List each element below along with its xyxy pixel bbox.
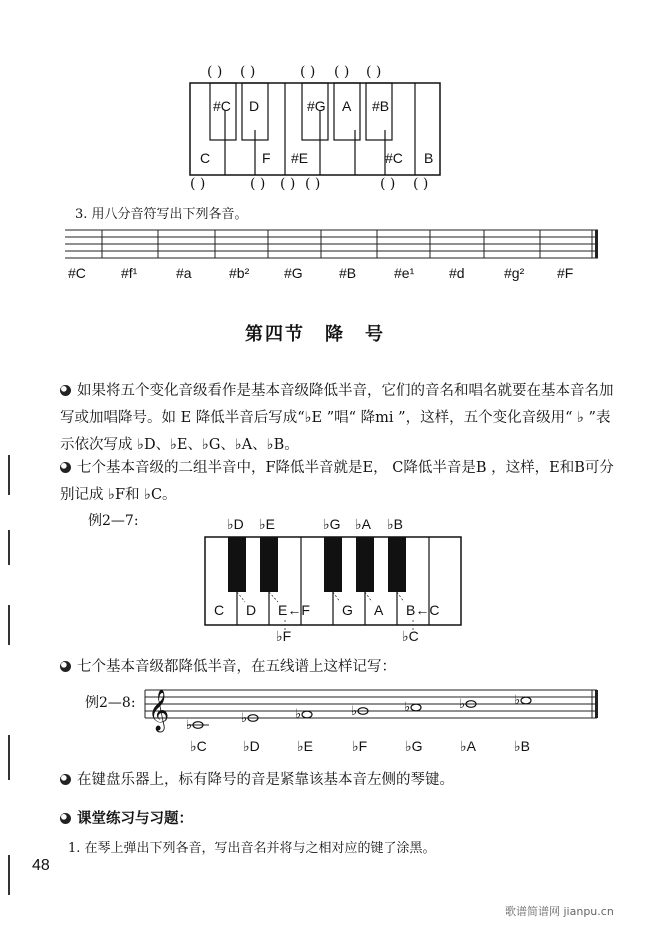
ex27-black-label-2: ♭E (259, 516, 275, 532)
ex27-arrow-label-1: E←F (278, 602, 310, 618)
kb1-white-label-5: B (424, 150, 434, 166)
ex28-note-1: ♭C (190, 738, 207, 754)
practice-item-1: 1. 在琴上弹出下列各音，写出音名并将与之相对应的键了涂黑。 (68, 841, 436, 856)
kb1-white-label-2: F (262, 150, 271, 166)
svg-text:♭: ♭ (241, 711, 248, 726)
kb1-paren-bottom-1: ( ) (190, 176, 206, 192)
ex3-note-5: #G (284, 265, 303, 281)
ex27-below-label-2: ♭C (402, 628, 419, 644)
kb1-black-label-4: A (342, 98, 352, 114)
paragraph-4-text: 在键盘乐器上，标有降号的音是紧靠该基本音左侧的琴键。 (77, 772, 454, 788)
section-title: 第四节 降 号 (245, 324, 385, 345)
paragraph-1-text: 如果将五个变化音级看作是基本音级降低半音，它们的音名和唱名就要在基本音名加写或加唱降号。如 E 降低半音后写成“♭E ”唱“ 降mi ”，这样，五个变化音级用“ ♭ ”表示依次写成 ♭D、♭E、♭G、♭A、♭B。 (60, 383, 614, 453)
kb1-white-label-1: C (200, 150, 211, 166)
ex3-note-3: #a (176, 265, 192, 281)
kb1-paren-bottom-3: ( ) (280, 176, 296, 192)
kb1-paren-bottom-4: ( ) (305, 176, 321, 192)
svg-text:♭: ♭ (404, 700, 411, 715)
ex3-note-10: #F (557, 265, 574, 281)
kb1-paren-top-2: ( ) (240, 64, 256, 80)
paragraph-4 (60, 767, 615, 794)
kb1-black-label-5: #B (372, 98, 390, 114)
ex27-arrow-label-2: B←C (406, 602, 440, 618)
bullet-icon (60, 813, 71, 824)
practice-heading-text: 课堂练习与习题： (77, 810, 193, 827)
kb1-paren-top-3: ( ) (300, 64, 316, 80)
ex28-note-2: ♭D (243, 738, 260, 754)
example27-label: 例2—7: (88, 513, 139, 529)
svg-text:♭: ♭ (186, 718, 193, 733)
ex3-note-7: #e¹ (394, 265, 415, 281)
kb1-paren-top-1: ( ) (207, 64, 223, 80)
kb1-black-label-3: #G (307, 98, 326, 114)
ex3-note-1: #C (68, 265, 86, 281)
ex27-white-label-6: A (374, 602, 384, 618)
kb1-white-label-4: #C (385, 150, 403, 166)
ex28-note-6: ♭A (460, 738, 476, 754)
kb1-black-label-2: D (249, 98, 260, 114)
svg-text:♭: ♭ (295, 707, 302, 722)
paragraph-3-text: 七个基本音级都降低半音，在五线谱上这样记写： (77, 659, 396, 675)
ex27-black-label-1: ♭D (227, 516, 244, 532)
bullet-icon (60, 774, 71, 785)
svg-text:♭: ♭ (351, 704, 358, 719)
page-number: 48 (32, 857, 50, 874)
ex27-white-label-1: C (214, 602, 225, 618)
ex27-white-label-2: D (246, 602, 257, 618)
kb1-paren-top-4: ( ) (334, 64, 350, 80)
kb1-paren-bottom-6: ( ) (413, 176, 429, 192)
ex27-black-label-5: ♭B (387, 516, 403, 532)
watermark: 歌谱简谱网 jianpu.cn (505, 905, 614, 918)
ex28-note-7: ♭B (514, 738, 530, 754)
exercise3-title: 3. 用八分音符写出下列各音。 (75, 207, 248, 222)
ex27-black-label-4: ♭A (355, 516, 371, 532)
ex3-note-9: #g² (504, 265, 525, 281)
practice-heading (60, 805, 615, 833)
example28-label: 例2—8: (85, 695, 136, 711)
paragraph-2-text: 七个基本音级的二组半音中，F降低半音就是E， C降低半音是B ，这样，E和B可分别记成 ♭F和 ♭C。 (60, 460, 614, 503)
svg-text:♭: ♭ (514, 693, 521, 708)
ex3-note-2: #f¹ (121, 265, 138, 281)
ex27-black-label-3: ♭G (323, 516, 341, 532)
kb1-paren-bottom-2: ( ) (250, 176, 266, 192)
kb1-paren-top-5: ( ) (366, 64, 382, 80)
kb1-white-label-3: #E (291, 150, 309, 166)
ex3-note-6: #B (339, 265, 357, 281)
ex27-below-label-1: ♭F (276, 628, 292, 644)
kb1-paren-bottom-5: ( ) (380, 176, 396, 192)
ex27-white-label-5: G (342, 602, 353, 618)
svg-text:♭: ♭ (459, 697, 466, 712)
ex3-note-8: #d (449, 265, 465, 281)
ex3-note-4: #b² (229, 265, 250, 281)
ex28-note-5: ♭G (405, 738, 423, 754)
ex28-note-4: ♭F (352, 738, 368, 754)
treble-clef-icon: 𝄞 (148, 690, 170, 731)
ex28-note-3: ♭E (297, 738, 313, 754)
kb1-black-label-1: #C (213, 98, 231, 114)
